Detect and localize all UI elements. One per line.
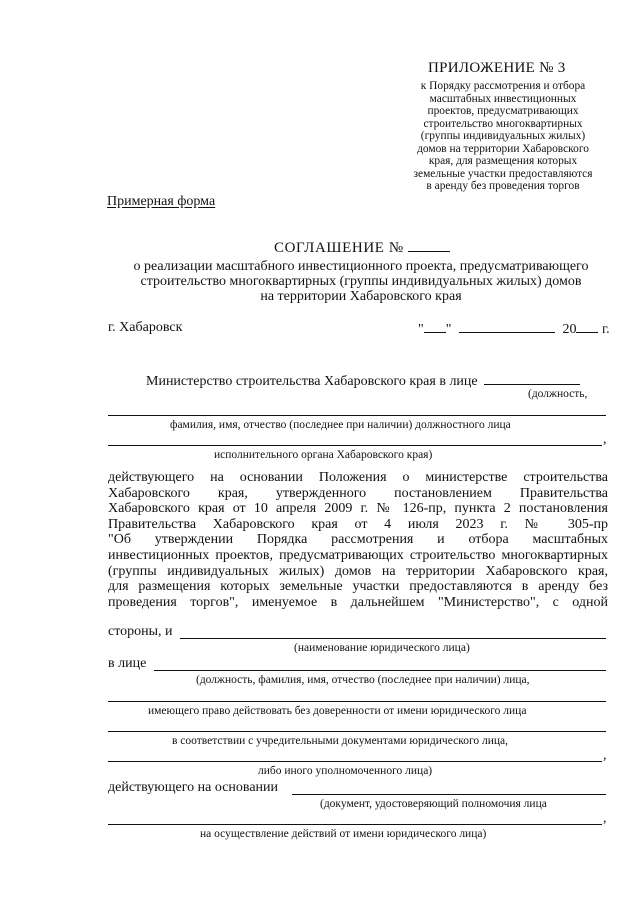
date-line [418,320,610,338]
hint-position: (должность, [528,388,588,400]
comma: , [603,811,607,826]
body-line: проведения торгов", именуемое в дальнейшем "Министерство", с одной [108,594,608,610]
agreement-number-blank [408,239,450,252]
ministry-position-blank [484,372,580,385]
body-line: (группы индивидуальных жилых) домов на территории Хабаровского края, [108,563,608,579]
hint-actions: на осуществление действий от имени юридического лица) [200,828,487,840]
appendix-line: в аренду без проведения торгов [426,180,580,192]
appendix-line: (группы индивидуальных жилых) [420,130,586,142]
ministry-line [146,372,580,390]
appendix-line: земельные участки предоставляются [413,167,593,180]
agreement-subtitle [108,259,614,304]
comma: , [603,432,607,447]
sample-form-label: Примерная форма [107,194,216,209]
sides-and-text: стороны, и [108,624,173,639]
appendix-line: к Порядку рассмотрения и отбора [420,80,586,92]
appendix-line: проектов, предусматривающих [427,105,579,117]
year-suffix: г. [598,322,610,337]
hint-authority-document: (документ, удостоверяющий полномочия лица [320,798,547,810]
ministry-organ-rule [108,445,602,446]
quote-open: " [418,322,424,337]
agreement-body-paragraph [108,470,608,610]
hint-right-to-act: имеющего право действовать без доверенности от имени юридического лица [148,705,527,717]
ministry-text: Министерство строительства Хабаровского края в лице [146,374,478,389]
body-line: инвестиционных проектов, предусматривающих строительство многоквартирных [108,547,608,563]
hint-other-authorized: либо иного уполномоченного лица) [258,765,433,777]
appendix-line: строительство многоквартирных [423,117,583,130]
hint-founding-documents: в соответствии с учредительными документами юридического лица, [172,735,509,747]
agreement-title-text: СОГЛАШЕНИЕ № [274,240,404,256]
basis-rule [292,794,606,795]
body-line: Хабаровского края от 10 апреля 2009 г. № 126-пр, пункта 2 постановления [108,501,608,517]
subtitle-line: на территории Хабаровского края [260,289,462,304]
acting-basis-text: действующего на основании [108,780,279,795]
appendix-description [396,80,610,193]
other-rule [108,761,602,762]
subtitle-line: о реализации масштабного инвестиционного проекта, предусматривающего [133,259,589,274]
hint-official-name: фамилия, имя, отчество (последнее при наличии) должностного лица [170,419,511,431]
quote-close: " [445,322,452,337]
hint-person: (должность, фамилия, имя, отчество (последнее при наличии) лица, [196,674,530,686]
body-line: действующего на основании Положения о министерстве строительства [108,470,608,485]
ministry-name-rule [108,415,606,416]
body-line: Хабаровского края, утвержденного постановлением Правительства [108,485,608,501]
legal-name-rule [180,638,606,639]
agreement-title [274,239,450,257]
body-line: Правительства Хабаровского края от 4 июля 2023 г. № 305-пр [108,516,608,532]
docs-rule [108,731,606,732]
body-line: для размещения которых земельные участки предоставляются в аренду без [108,579,608,595]
actions-rule [108,824,602,825]
month-blank [459,320,555,333]
right-rule [108,701,606,702]
year-prefix: 20 [562,322,577,337]
day-blank [424,320,446,333]
appendix-title: ПРИЛОЖЕНИЕ № 3 [428,60,566,76]
appendix-line: масштабных инвестиционных [429,92,577,105]
hint-executive-organ: исполнительного органа Хабаровского края) [214,449,433,461]
appendix-line: края, для размещения которых [428,155,578,167]
in-person-text: в лице [108,656,147,671]
hint-legal-name: (наименование юридического лица) [294,642,470,654]
comma: , [603,748,607,763]
subtitle-line: строительство многоквартирных (группы индивидуальных жилых) домов [140,274,582,289]
appendix-line: домов на территории Хабаровского [417,142,589,155]
city: г. Хабаровск [108,320,183,335]
body-line: "Об утверждении Порядка рассмотрения и отбора масштабных [108,532,608,548]
year-blank [576,320,598,333]
person-rule [154,670,606,671]
